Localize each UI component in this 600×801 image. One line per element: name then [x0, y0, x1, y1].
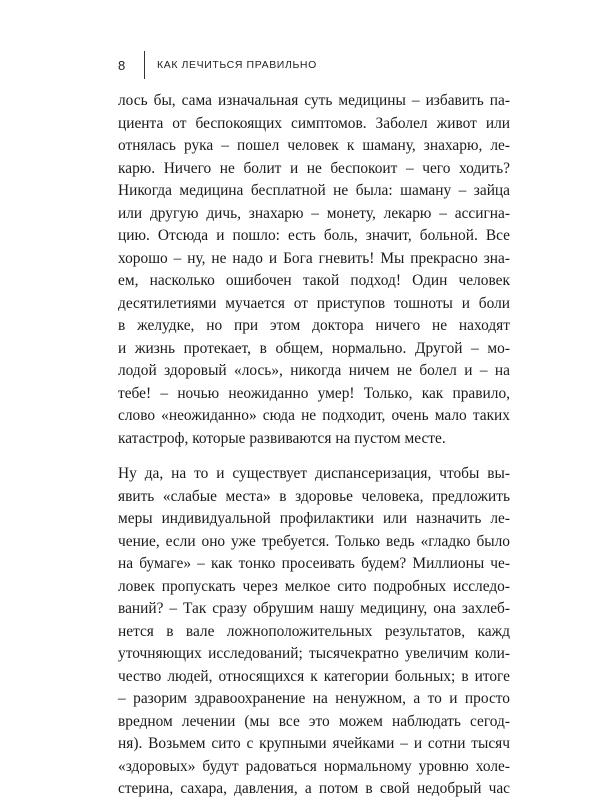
header-divider — [144, 51, 145, 79]
text-line: и жизнь протекает, в общем, нормально. Другой – мо- — [118, 339, 510, 357]
text-line: цию. Отсюда и пошло: есть боль, значит, больной. Все — [118, 227, 510, 244]
text-line: чество людей, относящихся к категории больных; в итоге — [118, 667, 510, 685]
paragraph-1 — [118, 90, 510, 450]
text-line: Никогда медицина бесплатной не была: шаману – зайца — [118, 182, 510, 199]
body-text — [118, 90, 510, 801]
text-line: тебе! – ночью неожиданно умер! Только, как правило, — [118, 384, 510, 402]
text-line: ловек пропускать через мелкое сито подробных исследо- — [118, 577, 510, 595]
text-line: десятилетиями мучается от приступов тошноты и боли — [118, 294, 510, 312]
text-line: циента от беспокоящих симптомов. Заболел живот или — [118, 114, 510, 132]
text-line: отнялась рука – пошел человек к шаману, знахарю, ле- — [118, 137, 510, 154]
text-line: стерина, сахара, давления, а потом в свой недобрый час — [118, 780, 510, 797]
text-line: явить «слабые места» в здоровье человека, предложить — [118, 487, 510, 505]
text-line: нется в вале ложноположительных результатов, кажд — [118, 622, 510, 640]
text-line: ем, насколько ошибочен такой подход! Один человек — [118, 272, 510, 289]
text-line: меры индивидуальной профилактики или назначить ле- — [118, 510, 510, 527]
text-line: ваний? – Так сразу обрушим нашу медицину, она захлеб- — [118, 600, 510, 617]
text-line: или другую дичь, знахарю – монету, лекарю – ассигна- — [118, 204, 510, 222]
text-line: Ну да, на то и существует диспансеризация, чтобы вы- — [118, 465, 510, 482]
text-line: «здоровых» будут радоваться нормальному уровню холе- — [118, 757, 510, 775]
text-line: карю. Ничего не болит и не беспокоит – чего ходить? — [118, 159, 510, 177]
text-line: хорошо – ну, не надо и Бога гневить! Мы прекрасно зна- — [118, 249, 510, 267]
text-line: в желудке, но при этом доктора ничего не находят — [118, 317, 510, 334]
text-line: – разорим здравоохранение на ненужном, а то и просто — [118, 690, 510, 707]
text-line: ня). Возьмем сито с крупными ячейками – и сотни тысяч — [118, 735, 510, 752]
text-line: лось бы, сама изначальная суть медицины – избавить па- — [118, 92, 510, 109]
running-head — [118, 50, 317, 80]
page-number: 8 — [118, 57, 126, 73]
text-line: вредном лечении (мы все это можем наблюдать сегод- — [118, 712, 510, 730]
running-title: КАК ЛЕЧИТЬСЯ ПРАВИЛЬНО — [157, 59, 317, 71]
text-line: катастроф, которые развиваются на пустом месте. — [118, 429, 446, 447]
text-line: чение, если оно уже требуется. Только ведь «гладко было — [118, 532, 510, 550]
text-line: на бумаге» – как тонко просеивать будем? Миллионы че- — [118, 555, 510, 572]
text-line: уточняющих исследований; тысячекратно увеличим коли- — [118, 645, 510, 662]
text-line: слово «неожиданно» сюда не подходит, очень мало таких — [118, 407, 510, 424]
text-line: лодой здоровый «лось», никогда ничем не болел и – на — [118, 362, 510, 379]
